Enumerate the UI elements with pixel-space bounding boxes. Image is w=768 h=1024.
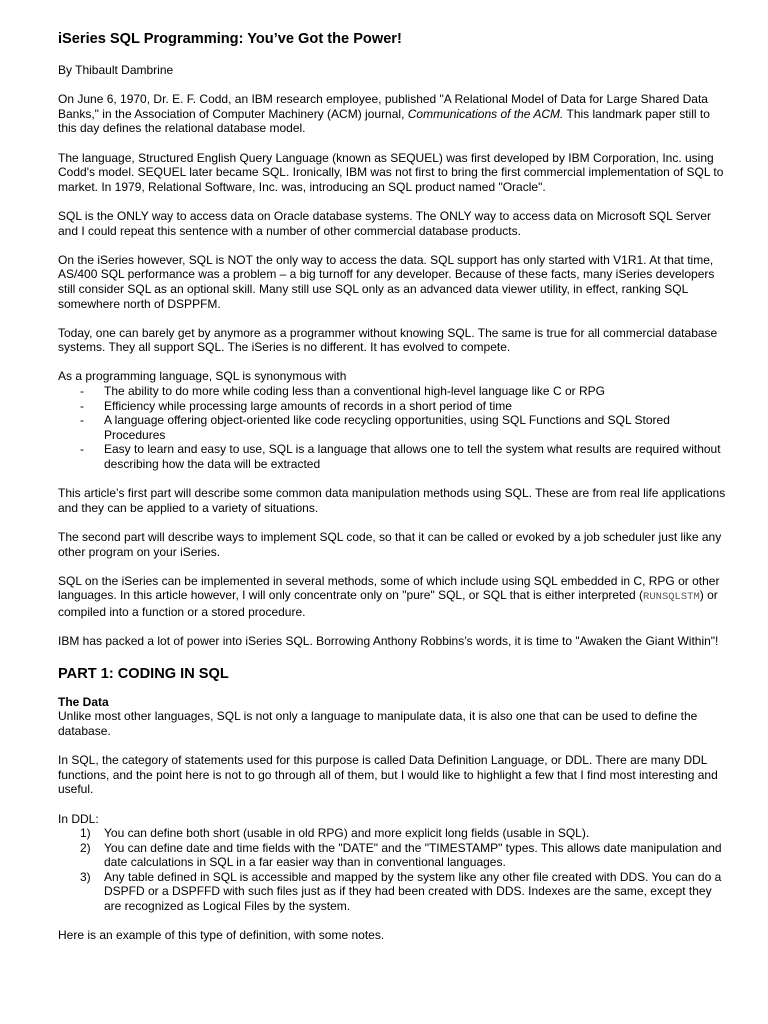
byline: By Thibault Dambrine xyxy=(58,63,174,77)
list-number: 1) xyxy=(80,826,91,841)
paragraph-awaken-giant: IBM has packed a lot of power into iSeries SQL. Borrowing Anthony Robbins’s words, it is time to "Awaken the Giant Within"! xyxy=(58,634,719,649)
paragraph-implementation-tail: ) or compiled into a function or a stored procedure. xyxy=(58,588,718,619)
list-item xyxy=(58,870,730,914)
paragraph-ddl: In SQL, the category of statements used for this purpose is called Data Definition Language, or DDL. There are many DDL functions, and the point here is not to go through all of them, but I would like to highlight a few that I find most interesting and useful. xyxy=(58,753,718,797)
list-item-text: A language offering object-oriented like code recycling opportunities, using SQL Functions and SQL Stored Procedures xyxy=(104,413,670,442)
list-item xyxy=(58,442,730,471)
list-item xyxy=(58,841,730,870)
list-number: 2) xyxy=(80,840,91,855)
list-item-text: Easy to learn and easy to use, SQL is a language that allows one to tell the system what results are required without describing how the data will be extracted xyxy=(104,442,721,472)
document-page xyxy=(58,30,730,957)
paragraph-implementation-text: SQL on the iSeries can be implemented in several methods, some of which include using SQL embedded in C, RPG or other languages. In this article however, I will only concentrate only on "pure" SQL, or SQL that is either interpreted ( xyxy=(58,573,720,603)
paragraph-in-ddl: In DDL: xyxy=(58,811,99,826)
list-item-text: You can define both short (usable in old RPG) and more explicit long fields (usable in SQL). xyxy=(104,826,590,841)
paragraph-first-part: This article’s first part will describe some common data manipulation methods using SQL. These are from real life applications and they can be applied to a variety of situations. xyxy=(58,486,726,515)
paragraph-codd-text: On June 6, 1970, Dr. E. F. Codd, an IBM research employee, published "A Relational Model of Data for Large Shared Data Banks," in the Association of Computer Machinery (ACM) journal, xyxy=(58,92,708,121)
dash-marker: - xyxy=(80,413,84,428)
paragraph-synonymous-intro: As a programming language, SQL is synonymous with xyxy=(58,369,347,384)
paragraph-example-intro: Here is an example of this type of definition, with some notes. xyxy=(58,928,385,943)
list-number: 3) xyxy=(80,869,91,884)
paragraph-implementation xyxy=(58,574,730,620)
journal-title-italic: Communications of the ACM. xyxy=(407,106,564,121)
part1-heading: PART 1: CODING IN SQL xyxy=(58,665,229,682)
paragraph-define-database: Unlike most other languages, SQL is not only a language to manipulate data, it is also one that can be used to define the database. xyxy=(58,709,698,738)
paragraph-iseries-sql: On the iSeries however, SQL is NOT the only way to access the data. SQL support has only started with V1R1. At that time, AS/400 SQL performance was a problem – a big turnoff for any developer. Because of these facts, many iSeries developers still consider SQL as an optional skill. Many still use SQL only as an advanced data viewer utility, in effect, ranking SQL somewhere north of DSPPFM. xyxy=(58,252,715,311)
the-data-subheading: The Data xyxy=(58,694,109,709)
list-item-text: You can define date and time fields with the "DATE" and the "TIMESTAMP" types. This allows date manipulation and date calculations in SQL in a far easier way than in conventional languages. xyxy=(104,840,722,870)
document-title: iSeries SQL Programming: You’ve Got the Power! xyxy=(58,31,402,47)
paragraph-codd-tail: This landmark paper still to this day defines the relational database model. xyxy=(58,106,710,136)
list-item-text: The ability to do more while coding less than a conventional high-level language like C or RPG xyxy=(104,384,605,399)
synonymous-list xyxy=(58,384,730,472)
list-item xyxy=(58,826,730,841)
list-item xyxy=(58,399,730,414)
paragraph-second-part: The second part will describe ways to implement SQL code, so that it can be called or evoked by a job scheduler just like any other program on your iSeries. xyxy=(58,530,722,559)
ddl-list xyxy=(58,826,730,914)
list-item xyxy=(58,413,730,442)
paragraph-today: Today, one can barely get by anymore as a programmer without knowing SQL. The same is true for all commercial database systems. They all support SQL. The iSeries is no different. It has evolved to compete. xyxy=(58,325,718,355)
dash-marker: - xyxy=(80,398,84,413)
list-item-text: Any table defined in SQL is accessible and mapped by the system like any other file created with DDS. You can do a DSPFD or a DSPFFD with such files just as if they had been created with DDS. Indexes are the same, except they are recognized as Logical Files by the system. xyxy=(104,869,722,914)
list-item-text: Efficiency while processing large amounts of records in a short period of time xyxy=(104,398,512,413)
list-item xyxy=(58,384,730,399)
runsqlstm-code: RUNSQLSTM xyxy=(643,591,700,604)
paragraph-sequel-history: The language, Structured English Query Language (known as SEQUEL) was first developed by IBM Corporation, Inc. using Codd's model. SEQUEL later became SQL. Ironically, IBM was not first to bring the first commercial implementation of SQL to market. In 1979, Relational Software, Inc. was, introducing an SQL product named "Oracle". xyxy=(58,150,724,194)
dash-marker: - xyxy=(80,384,84,399)
paragraph-sql-only-way: SQL is the ONLY way to access data on Oracle database systems. The ONLY way to access data on Microsoft SQL Server and I could repeat this sentence with a number of other commercial database products. xyxy=(58,208,711,238)
dash-marker: - xyxy=(80,442,84,457)
paragraph-codd-history xyxy=(58,92,730,136)
